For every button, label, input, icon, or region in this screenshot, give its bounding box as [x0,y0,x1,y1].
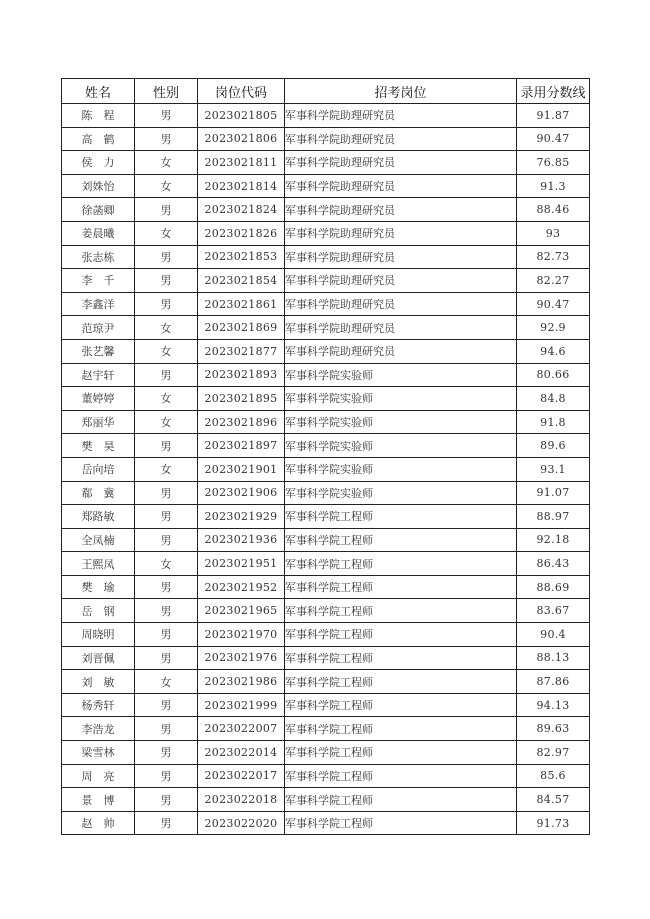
cell-post-title: 军事科学院助理研究员 [285,174,517,198]
cell-post-title: 军事科学院工程师 [285,623,517,647]
table-row [62,151,590,175]
cell-score: 86.43 [517,552,590,576]
cell-score: 93.1 [517,457,590,481]
cell-post-title: 军事科学院助理研究员 [285,127,517,151]
cell-name: 刘姝怡 [62,174,135,198]
table-row [62,387,590,411]
cell-gender: 男 [135,693,198,717]
cell-post-title: 军事科学院工程师 [285,599,517,623]
cell-name: 樊 昊 [62,434,135,458]
cell-gender: 女 [135,457,198,481]
table-row [62,552,590,576]
cell-score: 82.97 [517,741,590,765]
cell-name: 郑路敏 [62,505,135,529]
cell-post-title: 军事科学院实验师 [285,387,517,411]
cell-post-code: 2023021814 [198,174,285,198]
cell-gender: 男 [135,528,198,552]
cell-gender: 女 [135,387,198,411]
cell-gender: 男 [135,599,198,623]
cell-score: 87.86 [517,670,590,694]
cell-gender: 男 [135,363,198,387]
cell-score: 94.6 [517,339,590,363]
cell-post-code: 2023021853 [198,245,285,269]
table-row [62,764,590,788]
cell-gender: 男 [135,741,198,765]
cell-post-title: 军事科学院工程师 [285,811,517,835]
cell-score: 92.18 [517,528,590,552]
table-row [62,481,590,505]
cell-gender: 女 [135,410,198,434]
cell-score: 91.3 [517,174,590,198]
cell-gender: 女 [135,552,198,576]
cell-post-code: 2023021951 [198,552,285,576]
cell-post-title: 军事科学院助理研究员 [285,245,517,269]
cell-score: 88.13 [517,646,590,670]
cell-gender: 男 [135,623,198,647]
cell-score: 76.85 [517,151,590,175]
cell-name: 刘晋佩 [62,646,135,670]
cell-post-code: 2023022017 [198,764,285,788]
table-row [62,670,590,694]
cell-name: 郗 冀 [62,481,135,505]
cell-post-title: 军事科学院助理研究员 [285,198,517,222]
table-row [62,198,590,222]
cell-gender: 男 [135,292,198,316]
cell-score: 85.6 [517,764,590,788]
cell-score: 82.27 [517,269,590,293]
cell-post-code: 2023021893 [198,363,285,387]
cell-name: 侯 力 [62,151,135,175]
header-gender: 性别 [135,79,198,104]
cell-name: 岳向培 [62,457,135,481]
cell-gender: 女 [135,670,198,694]
admission-score-table [61,78,590,835]
table-row [62,245,590,269]
table-row [62,505,590,529]
cell-post-title: 军事科学院工程师 [285,552,517,576]
cell-post-title: 军事科学院助理研究员 [285,104,517,128]
cell-post-code: 2023021869 [198,316,285,340]
table-row [62,646,590,670]
table-row [62,269,590,293]
cell-gender: 女 [135,151,198,175]
cell-gender: 男 [135,104,198,128]
table-row [62,693,590,717]
cell-name: 景 博 [62,788,135,812]
header-post: 招考岗位 [285,79,517,104]
cell-score: 80.66 [517,363,590,387]
cell-name: 张艺馨 [62,339,135,363]
cell-name: 徐菡卿 [62,198,135,222]
cell-gender: 男 [135,245,198,269]
cell-post-code: 2023021976 [198,646,285,670]
cell-score: 91.87 [517,104,590,128]
cell-post-title: 军事科学院实验师 [285,410,517,434]
table-row [62,410,590,434]
cell-post-code: 2023021826 [198,221,285,245]
cell-name: 全凤楠 [62,528,135,552]
cell-gender: 男 [135,505,198,529]
cell-gender: 男 [135,575,198,599]
cell-name: 李 千 [62,269,135,293]
cell-post-code: 2023022014 [198,741,285,765]
cell-gender: 男 [135,481,198,505]
cell-gender: 男 [135,434,198,458]
cell-post-code: 2023022020 [198,811,285,835]
cell-post-title: 军事科学院助理研究员 [285,292,517,316]
cell-gender: 男 [135,811,198,835]
cell-post-title: 军事科学院助理研究员 [285,316,517,340]
cell-name: 高 鹤 [62,127,135,151]
cell-post-code: 2023021895 [198,387,285,411]
cell-score: 90.4 [517,623,590,647]
cell-score: 82.73 [517,245,590,269]
cell-name: 杨秀轩 [62,693,135,717]
cell-post-code: 2023021952 [198,575,285,599]
cell-post-code: 2023021811 [198,151,285,175]
cell-score: 93 [517,221,590,245]
cell-score: 91.73 [517,811,590,835]
cell-post-title: 军事科学院助理研究员 [285,269,517,293]
cell-post-code: 2023021906 [198,481,285,505]
cell-gender: 男 [135,788,198,812]
cell-name: 梁雪林 [62,741,135,765]
table-row [62,292,590,316]
cell-score: 90.47 [517,127,590,151]
cell-post-code: 2023021806 [198,127,285,151]
table-row [62,221,590,245]
cell-score: 92.9 [517,316,590,340]
cell-name: 刘 敏 [62,670,135,694]
cell-post-title: 军事科学院工程师 [285,764,517,788]
cell-gender: 男 [135,127,198,151]
cell-score: 84.8 [517,387,590,411]
cell-score: 89.63 [517,717,590,741]
cell-score: 84.57 [517,788,590,812]
table-row [62,104,590,128]
table-row [62,174,590,198]
cell-post-code: 2023022007 [198,717,285,741]
table-row [62,339,590,363]
cell-post-title: 军事科学院工程师 [285,788,517,812]
cell-post-title: 军事科学院助理研究员 [285,339,517,363]
cell-post-code: 2023021901 [198,457,285,481]
cell-score: 83.67 [517,599,590,623]
cell-post-title: 军事科学院工程师 [285,646,517,670]
cell-gender: 男 [135,717,198,741]
cell-name: 周晓明 [62,623,135,647]
cell-gender: 男 [135,646,198,670]
cell-post-title: 军事科学院工程师 [285,670,517,694]
cell-name: 赵 帅 [62,811,135,835]
cell-score: 91.8 [517,410,590,434]
table-row [62,127,590,151]
table-row [62,457,590,481]
cell-name: 董婷婷 [62,387,135,411]
cell-post-code: 2023021896 [198,410,285,434]
cell-post-code: 2023021936 [198,528,285,552]
cell-name: 郑丽华 [62,410,135,434]
cell-name: 姜晨曦 [62,221,135,245]
cell-post-title: 军事科学院实验师 [285,481,517,505]
cell-gender: 女 [135,316,198,340]
header-score: 录用分数线 [517,79,590,104]
cell-post-code: 2023021805 [198,104,285,128]
table-row [62,788,590,812]
cell-gender: 女 [135,339,198,363]
cell-post-code: 2023021854 [198,269,285,293]
cell-gender: 男 [135,764,198,788]
cell-post-code: 2023021999 [198,693,285,717]
cell-post-code: 2023021929 [198,505,285,529]
cell-post-title: 军事科学院工程师 [285,575,517,599]
cell-post-title: 军事科学院工程师 [285,741,517,765]
cell-gender: 女 [135,174,198,198]
cell-score: 88.46 [517,198,590,222]
table-row [62,811,590,835]
table-row [62,316,590,340]
cell-score: 90.47 [517,292,590,316]
table-row [62,741,590,765]
cell-name: 李鑫洋 [62,292,135,316]
cell-post-code: 2023022018 [198,788,285,812]
cell-score: 91.07 [517,481,590,505]
cell-name: 岳 钢 [62,599,135,623]
cell-post-code: 2023021861 [198,292,285,316]
cell-name: 张志栋 [62,245,135,269]
cell-post-code: 2023021986 [198,670,285,694]
header-name: 姓名 [62,79,135,104]
cell-gender: 男 [135,269,198,293]
cell-post-code: 2023021897 [198,434,285,458]
cell-name: 王熙凤 [62,552,135,576]
cell-post-code: 2023021965 [198,599,285,623]
cell-gender: 男 [135,198,198,222]
cell-post-title: 军事科学院实验师 [285,434,517,458]
header-code: 岗位代码 [198,79,285,104]
cell-name: 陈 程 [62,104,135,128]
table-header-row [62,79,590,104]
cell-score: 89.6 [517,434,590,458]
cell-name: 赵宇轩 [62,363,135,387]
cell-post-title: 军事科学院工程师 [285,717,517,741]
cell-name: 周 亮 [62,764,135,788]
cell-score: 88.97 [517,505,590,529]
table-row [62,434,590,458]
table-row [62,528,590,552]
table-row [62,717,590,741]
cell-post-code: 2023021970 [198,623,285,647]
cell-post-title: 军事科学院工程师 [285,693,517,717]
cell-post-title: 军事科学院工程师 [285,528,517,552]
cell-name: 李浩龙 [62,717,135,741]
cell-post-title: 军事科学院实验师 [285,457,517,481]
table-row [62,599,590,623]
table-body [62,104,590,835]
table-row [62,363,590,387]
cell-name: 樊 瑜 [62,575,135,599]
cell-gender: 女 [135,221,198,245]
cell-post-code: 2023021824 [198,198,285,222]
cell-score: 88.69 [517,575,590,599]
table-row [62,623,590,647]
cell-name: 范琼尹 [62,316,135,340]
cell-post-title: 军事科学院助理研究员 [285,151,517,175]
table-row [62,575,590,599]
cell-post-code: 2023021877 [198,339,285,363]
cell-post-title: 军事科学院工程师 [285,505,517,529]
cell-score: 94.13 [517,693,590,717]
cell-post-title: 军事科学院实验师 [285,363,517,387]
cell-post-title: 军事科学院助理研究员 [285,221,517,245]
